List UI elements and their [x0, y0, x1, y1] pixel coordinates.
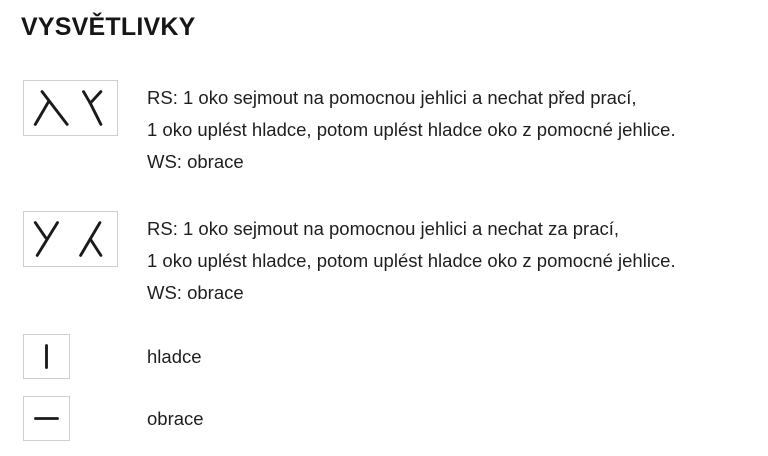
- legend-symbol-right-cross: [23, 80, 118, 136]
- legend-line: WS: obrace: [147, 282, 244, 303]
- legend-line: 1 oko uplést hladce, potom uplést hladce oko z pomocné jehlice.: [147, 250, 676, 271]
- legend-line: RS: 1 oko sejmout na pomocnou jehlici a nechat před prací,: [147, 87, 637, 108]
- legend-symbol-knit: [23, 334, 70, 379]
- legend-line: RS: 1 oko sejmout na pomocnou jehlici a nechat za prací,: [147, 218, 620, 239]
- legend-symbol-left-cross: [23, 211, 118, 267]
- legend-description-right-cross: [147, 82, 676, 178]
- legend-description-left-cross: [147, 213, 676, 309]
- purl-stitch-icon: [24, 397, 69, 440]
- legend-title: VYSVĚTLIVKY: [21, 13, 196, 41]
- legend-description-knit: [147, 341, 202, 373]
- legend-line: 1 oko uplést hladce, potom uplést hladce oko z pomocné jehlice.: [147, 119, 676, 140]
- legend-symbol-purl: [23, 396, 70, 441]
- legend-line: hladce: [147, 346, 202, 367]
- left-cross-icon: [24, 212, 117, 266]
- legend-description-purl: [147, 403, 204, 435]
- knit-stitch-icon: [24, 335, 69, 378]
- legend-line: WS: obrace: [147, 151, 244, 172]
- right-cross-icon: [24, 81, 117, 135]
- legend-line: obrace: [147, 408, 204, 429]
